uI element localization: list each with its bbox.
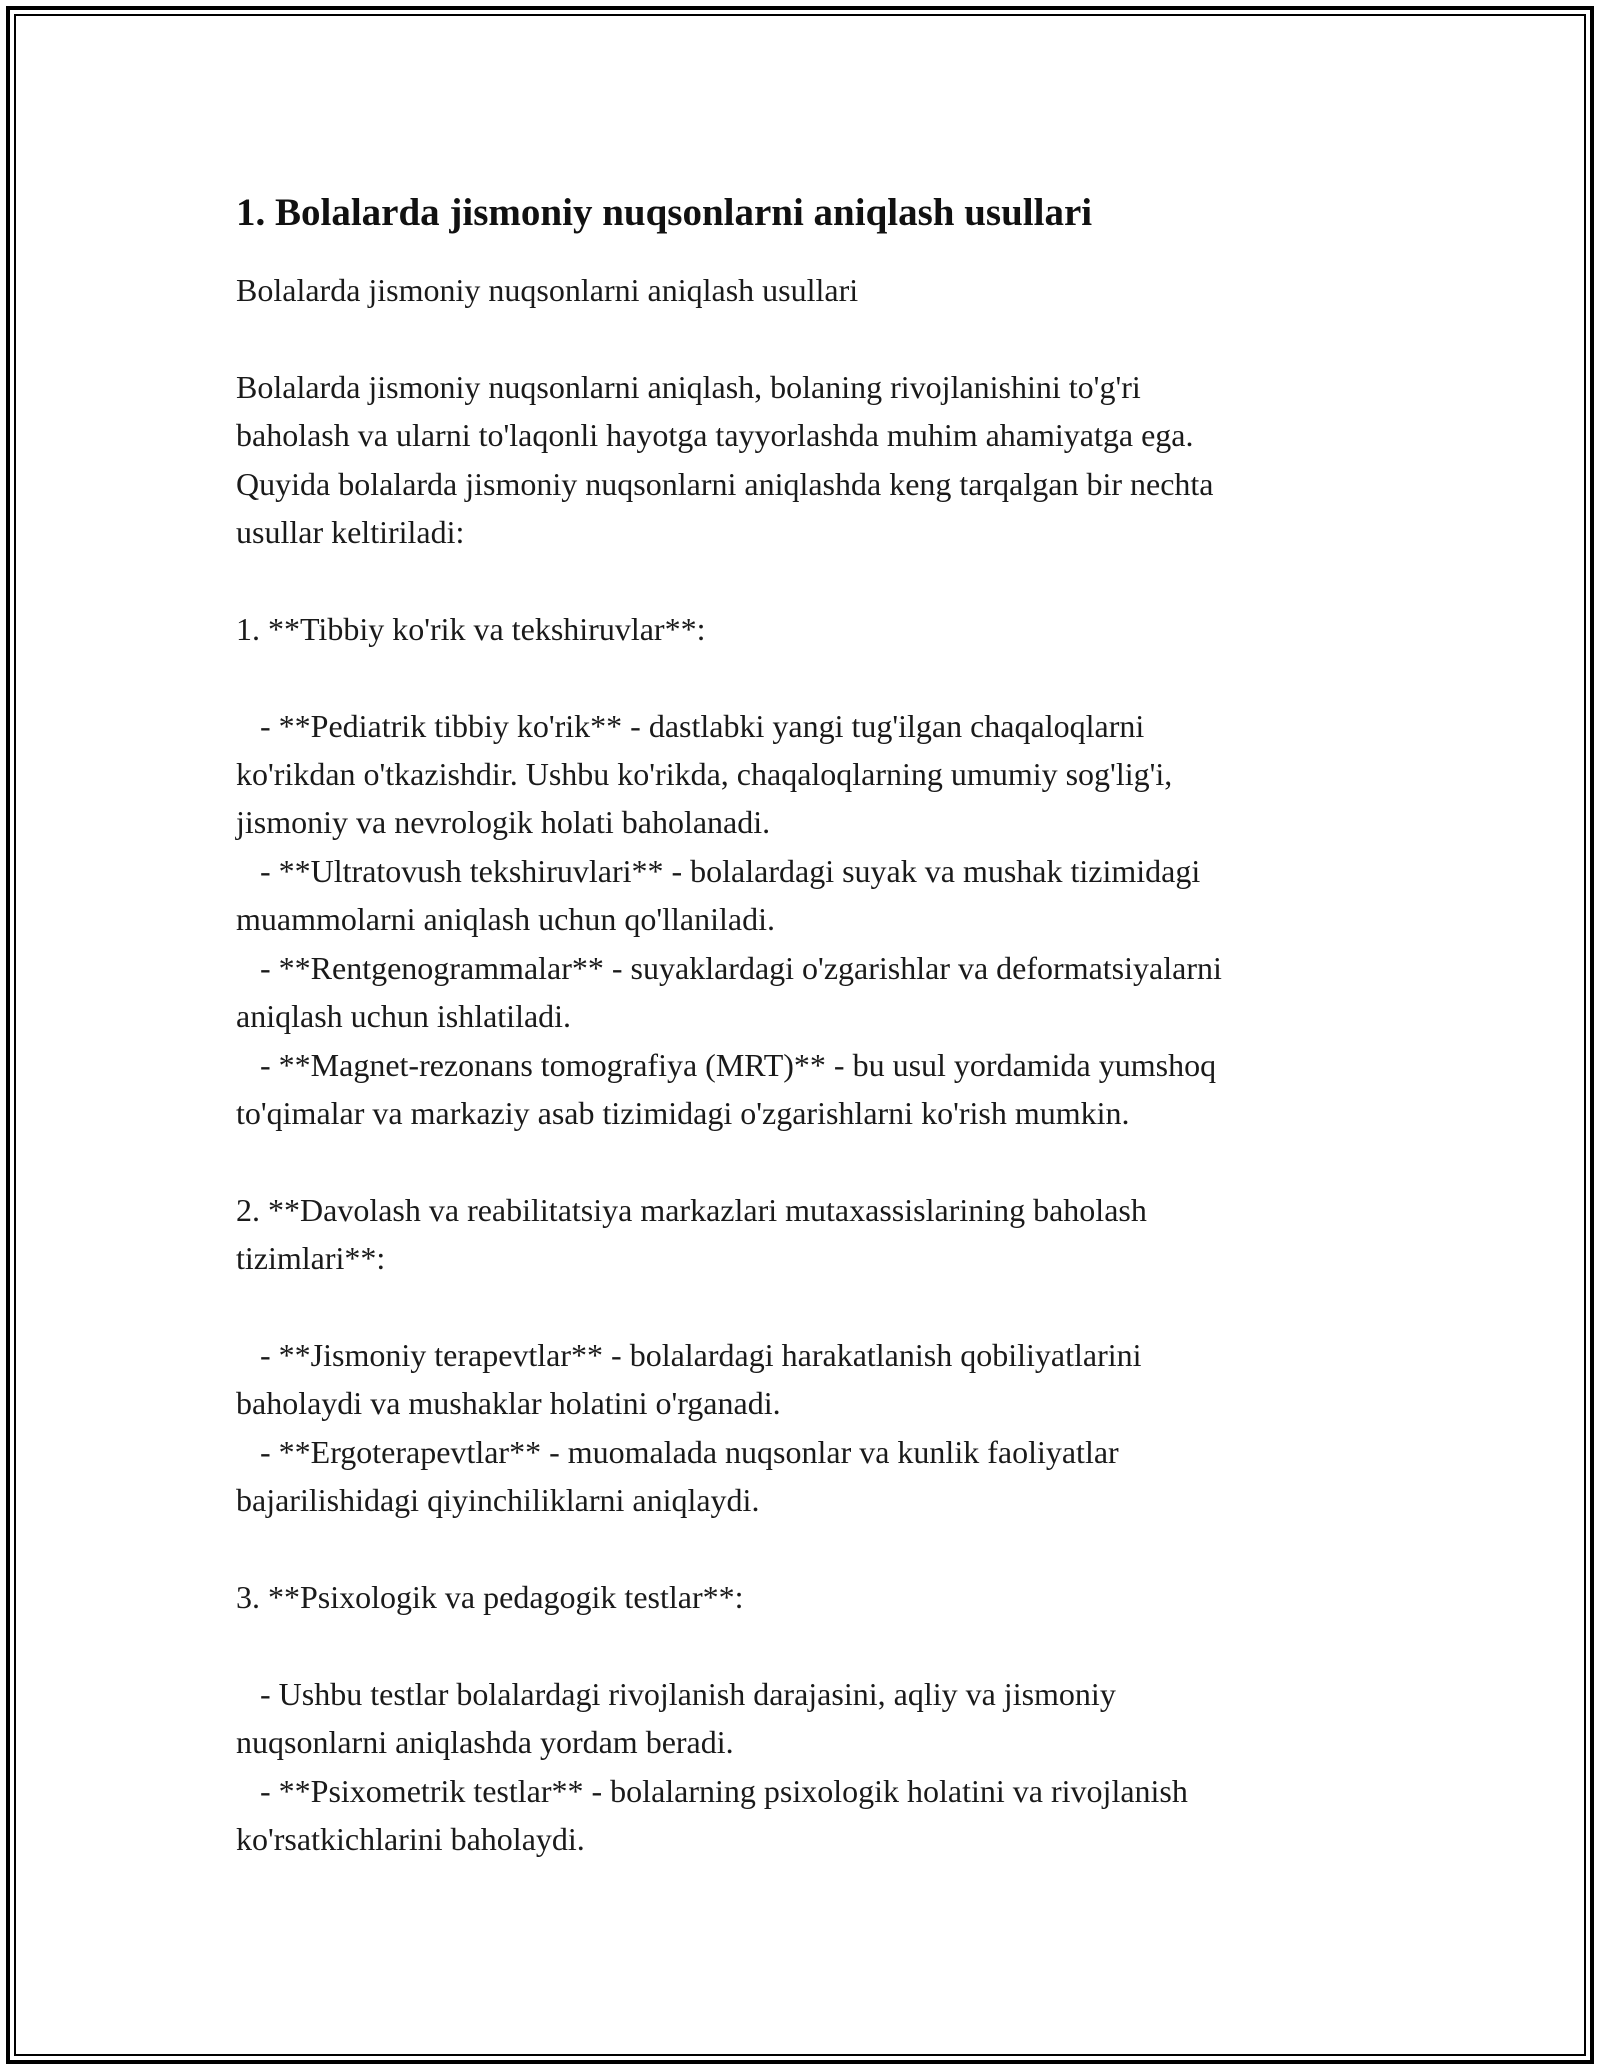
document-body: Bolalarda jismoniy nuqsonlarni aniqlash usullari Bolalarda jismoniy nuqsonlarni aniqlash, bolaning rivojlanishini to'g'ri baholash va ularni to'laqonli hayotga tayyorlashda muhim ahamiyatga ega. Quyida bolalarda jismoniy nuqsonlarni aniqlashda keng tarqalgan bir nechta usullar keltiriladi: 1. **Tibbiy ko'rik va tekshiruvlar**: - **Pediatrik tibbiy ko'rik** - dastlabki yangi tug'ilgan chaqaloqlarni ko'rikdan o'tkazishdir. Ushbu ko'rikda, chaqaloqlarning umumiy sog'lig'i, jismoniy va nevrologik holati baholanadi. - **Ultratovush tekshiruvlari** - bolalardagi suyak va mushak tizimidagi muammolarni aniqlash uchun qo'llaniladi. - **Rentgenogrammalar** - suyaklardagi o'zgarishlar va deformatsiyalarni aniqlash uchun ishlatiladi. - **Magnet-rezonans tomografiya (MRT)** - bu usul yordamida yumshoq to'qimalar va markaziy asab tizimidagi o'zgarishlarni ko'rish mumkin. 2. **Davolash va reabilitatsiya markazlari mutaxassislarining baholash tizimlari**: - **Jismoniy terapevtlar** - bolalardagi harakatlanish qobiliyatlarini baholaydi va mushaklar holatini o'rganadi. - **Ergoterapevtlar** - muomalada nuqsonlar va kunlik faoliyatlar bajarilishidagi qiyinchiliklarni aniqlaydi. 3. **Psixologik va pedagogik testlar**: - Ushbu testlar bolalardagi rivojlanish darajasini, aqliy va jismoniy nuqsonlarni aniqlashda yordam beradi. - **Psixometrik testlar** - bolalarning psixologik holatini va rivojlanish ko'rsatkichlarini baholaydi.	[236, 272, 1222, 1857]
document-content	[236, 190, 1386, 1863]
document-title: 1. Bolalarda jismoniy nuqsonlarni aniqlash usullari	[236, 191, 1093, 234]
